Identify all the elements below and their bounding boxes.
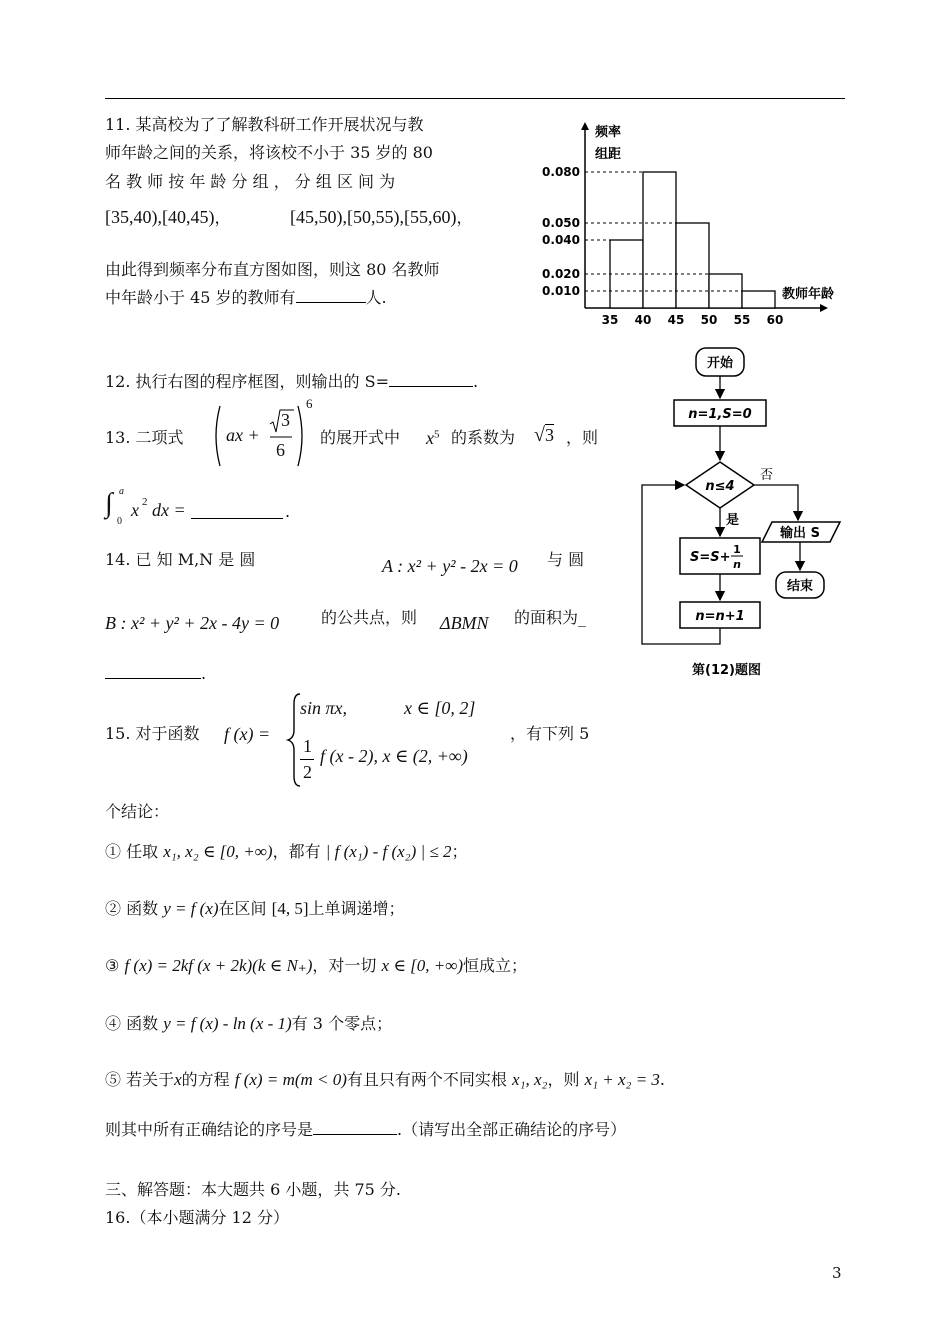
q11-intervals-row xyxy=(105,206,231,230)
flow-caption: 第(12)题图 xyxy=(692,663,761,678)
q15-final-pre: 则其中所有正确结论的序号是 xyxy=(105,1120,314,1139)
q15-c5-mid3: ，则 xyxy=(547,1070,580,1089)
q13-dx: dx = xyxy=(152,500,186,520)
q11-answer-blank[interactable] xyxy=(296,286,366,303)
histogram-y-tick-label: 0.040 xyxy=(542,233,580,247)
q13-x5-exp: 5 xyxy=(434,428,440,441)
histogram-y-tick-label: 0.080 xyxy=(542,165,580,179)
q11-intervals-a: [35,40),[40,45) xyxy=(105,207,215,227)
q15-c1-mid: ，都有 xyxy=(272,842,321,861)
q15-answer-blank[interactable] xyxy=(313,1118,397,1135)
q15-half xyxy=(300,736,316,784)
q11-line1: 11. 某高校为了了解教科研工作开展状况与教 xyxy=(105,115,424,134)
q13-mid: 的展开式中 xyxy=(320,428,401,447)
q15-c5-sum: x₁ + x₂ = 3 xyxy=(584,1070,660,1089)
q13-int-lower: 0 xyxy=(117,516,122,527)
q14-triangle: ΔBMN xyxy=(440,613,489,633)
section3-heading: 三、解答题：本大题共 6 小题，共 75 分. xyxy=(105,1180,401,1199)
flow-end-label: 结束 xyxy=(786,579,814,594)
q15-c4-expr: y = f (x) - ln (x - 1) xyxy=(163,1014,292,1033)
q12-end: . xyxy=(473,372,479,391)
q15-c1-vars: x₁, x₂ ∈ [0, +∞) xyxy=(163,842,273,861)
q11-line6-pre: 中年龄小于 45 岁的教师有 xyxy=(105,288,296,307)
q12-answer-blank[interactable] xyxy=(389,370,473,387)
q14-yu: 与 圆 xyxy=(547,550,585,569)
q13-exp: 6 xyxy=(306,396,313,411)
flow-start-label: 开始 xyxy=(706,356,734,371)
q13-coef-value: 3 xyxy=(544,425,554,445)
flow-frac-den: n xyxy=(733,558,741,571)
q12-text: 12. 执行右图的程序框图，则输出的 S= xyxy=(105,372,389,391)
flow-init-label: n=1,S=0 xyxy=(688,407,752,422)
q15-c5-pre: ⑤ 若关于 xyxy=(105,1070,175,1089)
q14-mid: 的公共点，则 xyxy=(321,608,418,627)
histogram-x-tick-label: 55 xyxy=(733,313,751,327)
flow-update-n-label: n=n+1 xyxy=(695,609,745,624)
q15-half-den: 2 xyxy=(303,762,312,782)
q15-case1: sin πx, xyxy=(300,698,348,718)
q15-c3-domain: x ∈ [0, +∞) xyxy=(381,956,464,975)
q15-case1-domain: x ∈ [0, 2] xyxy=(404,698,476,718)
q15-conclusion-5 xyxy=(105,1068,665,1092)
q14-line1: 14. 已 知 M,N 是 圆 xyxy=(105,550,256,569)
histogram-xlabel: 教师年龄 xyxy=(782,287,835,302)
q15-case2: f (x - 2), x ∈ (2, +∞) xyxy=(320,746,468,766)
q15-c1-end: ； xyxy=(451,842,468,861)
q15-c5-end: . xyxy=(659,1070,666,1089)
q13-binomial xyxy=(212,400,308,472)
q13-den: 6 xyxy=(276,440,285,460)
q11-line6 xyxy=(105,286,387,310)
histogram-ylabel-bottom: 组距 xyxy=(595,147,622,162)
q14-end: . xyxy=(201,664,207,683)
q15-c4-end: 有 3 个零点； xyxy=(291,1014,393,1033)
q13-x5 xyxy=(426,428,440,449)
q15-conclusion-3 xyxy=(105,954,527,978)
histogram-bar xyxy=(610,240,643,308)
q13-expr-a: ax + xyxy=(226,425,260,445)
page-number: 3 xyxy=(832,1264,842,1282)
histogram-x-ticks xyxy=(602,313,784,327)
q15-conclusion-1 xyxy=(105,840,468,864)
top-rule xyxy=(105,98,845,99)
integral-sign-icon: ∫ xyxy=(105,488,113,519)
q11-tail: ， xyxy=(456,208,473,227)
q13-coef-root: √ xyxy=(534,424,545,446)
flow-no-label: 否 xyxy=(760,468,774,483)
q15-final-post: .（请写出全部正确结论的序号） xyxy=(397,1120,627,1139)
q15-c3-expr: f (x) = 2kf (x + 2k)(k ∈ N₊) xyxy=(124,956,313,975)
q15-c5-mid2: 有且只有两个不同实根 xyxy=(346,1070,507,1089)
q15-conclusion-4 xyxy=(105,1012,392,1036)
q13-integrand-exp: 2 xyxy=(142,496,148,508)
q15-tail: ，有下列 5 xyxy=(510,724,590,743)
q15-half-bar xyxy=(300,759,314,760)
q15-c1-pre: ① 任取 xyxy=(105,842,159,861)
q11-line3: 名 教 师 按 年 龄 分 组 ， 分 组 区 间 为 xyxy=(105,172,396,191)
q15-c2-mid: 在区间 xyxy=(218,899,267,918)
histogram-ylabel-top: 频率 xyxy=(595,125,622,140)
q13-sqrt3: 3 xyxy=(281,410,290,430)
q15-c3-pre: ③ xyxy=(105,956,120,975)
q14-answer-blank[interactable] xyxy=(105,662,201,679)
q15-half-num: 1 xyxy=(303,736,312,756)
histogram-y-tick-label: 0.050 xyxy=(542,216,580,230)
q11-line6-post: 人. xyxy=(365,288,387,307)
histogram-x-tick-label: 45 xyxy=(667,313,685,327)
q15-c2-expr: y = f (x) xyxy=(163,899,219,918)
q14-circle-a: A : x² + y² - 2x = 0 xyxy=(382,556,518,576)
q13-integrand: x xyxy=(131,500,139,520)
q14-tail: 的面积为_ xyxy=(514,608,587,627)
q13-end: . xyxy=(285,502,291,521)
q13-integral xyxy=(105,486,305,530)
q11-line2: 师年龄之间的关系，将该校不小于 35 岁的 80 xyxy=(105,143,433,162)
q15-c5-expr: f (x) = m(m < 0) xyxy=(234,1070,347,1089)
q15-fx: f (x) = xyxy=(224,724,271,744)
histogram-bar xyxy=(643,172,676,308)
q15-c5-roots: x₁, x₂ xyxy=(512,1070,548,1089)
q15-c5-x: x xyxy=(174,1070,182,1089)
flow-condition-label: n≤4 xyxy=(705,479,735,494)
q14-line3 xyxy=(105,662,206,686)
histogram-y-tick-label: 0.010 xyxy=(542,284,580,298)
q13-num: 13. 二项式 xyxy=(105,428,184,447)
histogram-x-tick-label: 50 xyxy=(700,313,718,327)
q15-lead: 15. 对于函数 xyxy=(105,724,200,743)
histogram-x-tick-label: 60 xyxy=(766,313,784,327)
q13-tail: ，则 xyxy=(566,428,599,447)
q13-x5-base: x xyxy=(426,428,434,448)
q13-answer-blank[interactable] xyxy=(191,502,283,519)
q15-c2-interval: [4, 5] xyxy=(271,899,309,918)
q11-line5: 由此得到频率分布直方图如图，则这 80 名教师 xyxy=(105,260,440,279)
q15-c3-mid: ，对一切 xyxy=(312,956,377,975)
flow-update-s-label: S=S+ xyxy=(690,550,731,565)
q16-heading: 16.（本小题满分 12 分） xyxy=(105,1208,289,1227)
q15-c4-pre: ④ 函数 xyxy=(105,1014,159,1033)
q11-intervals-row2 xyxy=(290,206,472,230)
histogram-x-tick-label: 35 xyxy=(601,313,619,327)
q15-c2-end: 上单调递增； xyxy=(308,899,405,918)
q13-int-upper: a xyxy=(119,486,124,497)
q13-mid2: 的系数为 xyxy=(451,428,516,447)
histogram-bar xyxy=(742,291,775,308)
q15-final xyxy=(105,1118,626,1142)
q14-circle-b: B : x² + y² + 2x - 4y = 0 xyxy=(105,613,280,633)
flow-frac-num: 1 xyxy=(733,543,741,556)
q11-intervals-b: [45,50),[50,55),[55,60) xyxy=(290,207,457,227)
q15-line2: 个结论： xyxy=(105,802,170,821)
frequency-histogram xyxy=(530,118,850,333)
q15-c2-pre: ② 函数 xyxy=(105,899,159,918)
q12-row xyxy=(105,370,478,394)
histogram-bar xyxy=(676,223,709,308)
q15-c3-end: 恒成立； xyxy=(463,956,528,975)
flow-output-label: 输出 S xyxy=(780,526,820,541)
histogram-y-tick-label: 0.020 xyxy=(542,267,580,281)
q11-sep: ， xyxy=(214,208,231,227)
flow-yes-label: 是 xyxy=(726,513,740,528)
q15-conclusion-2 xyxy=(105,897,405,921)
histogram-x-tick-label: 40 xyxy=(634,313,652,327)
q15-c5-mid: 的方程 xyxy=(181,1070,230,1089)
program-flowchart xyxy=(630,342,845,682)
q15-c1-expr: | f (x₁) - f (x₂) | ≤ 2 xyxy=(325,842,452,861)
q13-coef xyxy=(534,424,554,447)
